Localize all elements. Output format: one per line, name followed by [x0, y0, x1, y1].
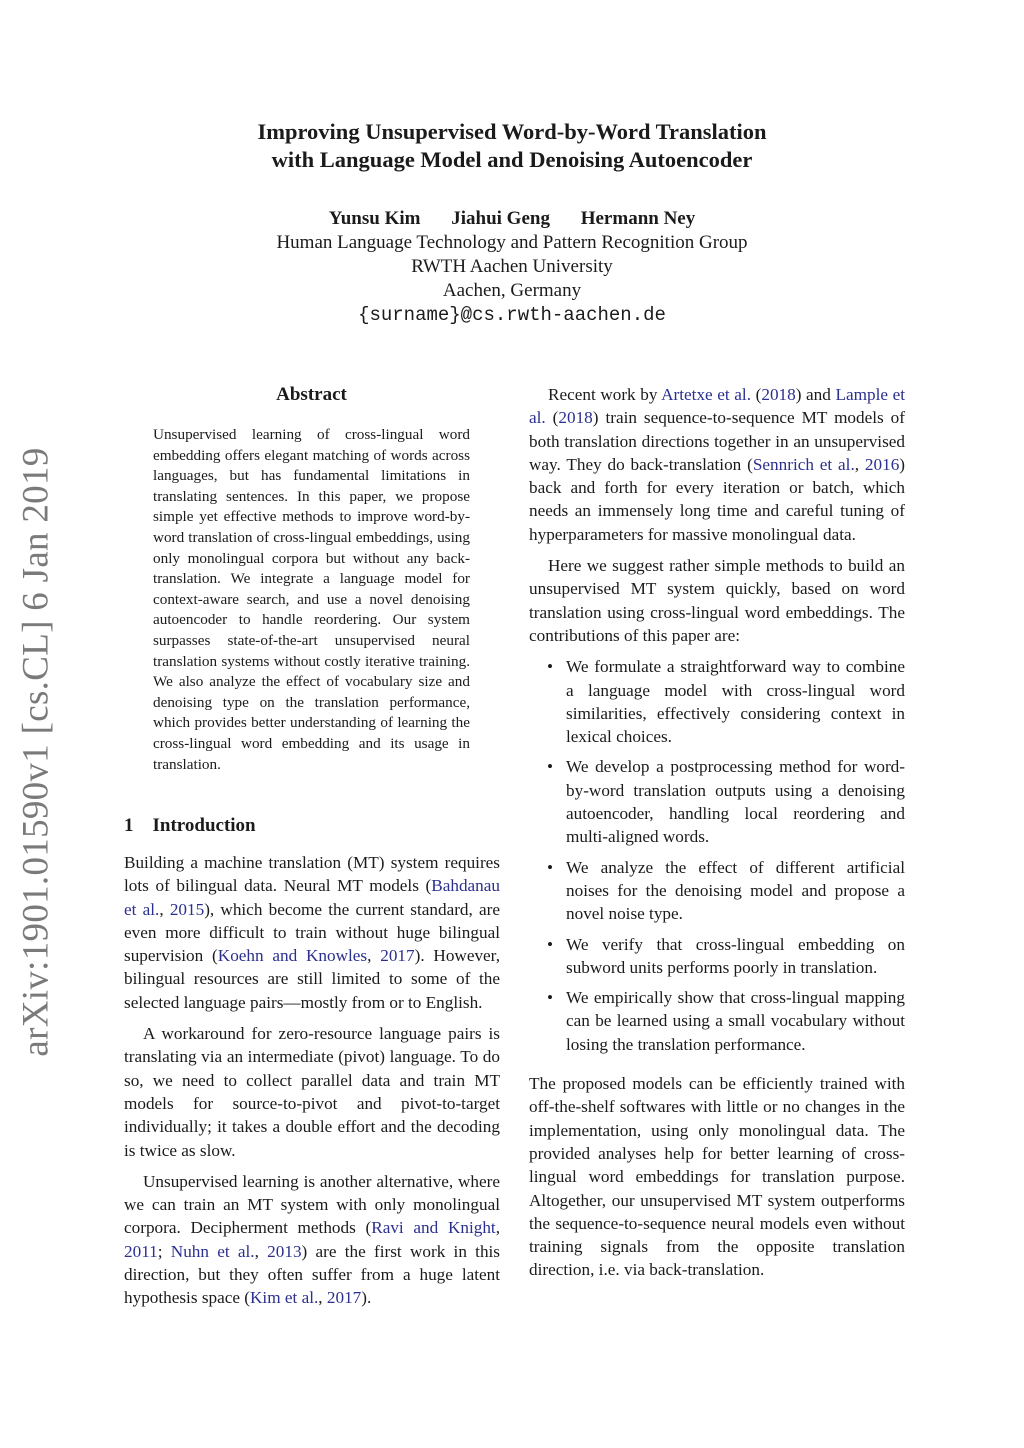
- citation-separator: ,: [854, 454, 865, 474]
- section-number: 1: [124, 815, 134, 836]
- abstract-heading: Abstract: [276, 384, 347, 405]
- citation-authors: Kim et al.: [250, 1288, 319, 1308]
- text-run: ), which become the current standard, are even more difficult to train without huge bilingual supervision (: [124, 899, 501, 966]
- text-run: ) back and forth for every iteration or batch, which needs an immensely long time and careful tuning of hyperparameters for massive monolingual data.: [529, 454, 906, 544]
- author-name: Hermann Ney: [580, 208, 696, 229]
- right-paragraph-3: The proposed models can be efficiently trained with off-the-shelf softwares with little or no changes in the implementation, using only monolingual data. The provided analyses help for better learning of cross-lingual word embeddings for translation purpose. Altogether, our unsupervised MT system outperforms the sequence-to-sequence neural models even without training signals from the opposite translation direction, i.e. via back-translation.: [529, 1074, 905, 1280]
- citation-authors: Nuhn et al.: [170, 1241, 255, 1261]
- affiliation-location: Aachen, Germany: [442, 280, 582, 301]
- text-run: ). However, bilingual resources are still limited to some of the selected language pairs—mostly from or to English.: [124, 946, 501, 1012]
- list-item-text: We develop a postprocessing method for word-by-word translation outputs using a denoising autoencoder, handling local reordering and multi-aligned words.: [566, 757, 905, 847]
- citation-year: 2011: [124, 1241, 158, 1261]
- section-title: Introduction: [152, 815, 256, 836]
- list-item: [529, 755, 905, 848]
- right-column-text: [529, 383, 905, 1290]
- citation-separator: ,: [254, 1241, 268, 1261]
- list-item: [529, 986, 905, 1056]
- affiliation-university: RWTH Aachen University: [411, 256, 613, 277]
- citation-year: 2017: [326, 1288, 362, 1308]
- citation-authors: Koehn and Knowles: [217, 946, 368, 966]
- citation-year-link[interactable]: 2018: [761, 385, 796, 404]
- citation-link[interactable]: [218, 946, 415, 965]
- abstract-body: Unsupervised learning of cross-lingual word embedding offers elegant matching of words across languages, but has fundamental limitations in translating sentences. In this paper, we propose simple yet effective methods to improve word-by-word translation of cross-lingual embeddings, using only monolingual corpora but without any back-translation. We integrate a language model for context-aware search, and use a novel denoising autoencoder to handle reordering. Our system surpasses state-of-the-art unsupervised neural translation systems without costly iterative training. We also analyze the effect of vocabulary size and denoising type on the translation performance, which provides better understanding of learning the cross-lingual word embedding and its usage in translation.: [153, 426, 470, 773]
- author-list: [0, 208, 1024, 230]
- list-item-text: We verify that cross-lingual embedding on subword units performs poorly in translation.: [566, 934, 905, 977]
- citation-authors: Sennrich et al.: [752, 454, 855, 474]
- author-email: {surname}@cs.rwth-aachen.de: [358, 304, 666, 326]
- bullet-icon: •: [547, 757, 554, 777]
- author-name: Jiahui Geng: [451, 208, 550, 229]
- citation-separator: ,: [367, 946, 381, 966]
- citation-year: 2017: [380, 946, 415, 966]
- right-paragraph-1: [529, 383, 905, 546]
- intro-paragraph-2: A workaround for zero-resource language pairs is translating via an intermediate (pivot) language. To do so, we need to collect parallel data and train MT models for source-to-pivot and pivot-to-target individually; it takes a double effort and the decoding is twice as slow.: [124, 1024, 500, 1160]
- citation-link[interactable]: [753, 455, 899, 474]
- contributions-list: [529, 655, 905, 1056]
- text-run: Building a machine translation (MT) system requires lots of bilingual data. Neural MT models (: [124, 853, 500, 896]
- intro-paragraph-1: [124, 851, 500, 1014]
- title-line-2: with Language Model and Denoising Autoencoder: [271, 147, 753, 172]
- citation-year: 2013: [267, 1241, 302, 1261]
- left-column-text: [124, 851, 500, 1318]
- citation-link[interactable]: [661, 385, 751, 404]
- list-item: [529, 655, 905, 748]
- citation-year: 2016: [864, 454, 900, 474]
- citation-separator: (: [751, 385, 762, 404]
- title-line-1: Improving Unsupervised Word-by-Word Translation: [257, 119, 767, 144]
- paper-title: [0, 118, 1024, 174]
- list-item: [529, 856, 905, 926]
- citation-separator: ,: [495, 1218, 500, 1238]
- bullet-icon: •: [547, 934, 554, 954]
- list-item-text: We formulate a straightforward way to combine a language model with cross-lingual word similarities, effectively considering context in lexical choices.: [566, 657, 905, 747]
- citation-separator: ;: [157, 1241, 171, 1261]
- bullet-icon: •: [547, 857, 554, 877]
- bullet-icon: •: [547, 988, 554, 1008]
- citation-separator: ,: [318, 1288, 327, 1308]
- affiliation-group: Human Language Technology and Pattern Recognition Group: [276, 232, 748, 253]
- text-run: ) and: [795, 385, 836, 404]
- citation-authors: Bahdanau et al.: [124, 876, 500, 919]
- bullet-icon: •: [547, 657, 554, 677]
- affiliation-email-line: [0, 304, 1024, 326]
- list-item-text: We empirically show that cross-lingual mapping can be learned using a small vocabulary without losing the translation performance.: [566, 988, 905, 1054]
- text-run: ) train sequence-to-sequence MT models of both translation directions together in an unsupervised way. They do back-translation (: [529, 408, 905, 474]
- citation-link[interactable]: [250, 1288, 361, 1307]
- text-run: Unsupervised learning is another alternative, where we can train an MT system with only monolingual corpora. Decipherment methods (: [124, 1171, 500, 1238]
- list-item-text: We analyze the effect of different artificial noises for the denoising model and propose a novel noise type.: [566, 857, 905, 924]
- text-run: ) are the first work in this direction, but they often suffer from a huge latent hypothesis space (: [124, 1241, 500, 1308]
- author-name: Yunsu Kim: [328, 208, 421, 229]
- text-run: ).: [361, 1288, 372, 1308]
- list-item: [529, 933, 905, 980]
- text-run: Recent work by: [548, 385, 662, 404]
- citation-year: 2015: [169, 899, 205, 919]
- citation-authors: Lample et al.: [529, 385, 905, 428]
- citation-authors: Artetxe et al.: [661, 385, 751, 404]
- right-paragraph-2: Here we suggest rather simple methods to build an unsupervised MT system quickly, based on word translation using cross-lingual word embeddings. The contributions of this paper are:: [529, 556, 905, 645]
- citation-link[interactable]: [171, 1242, 302, 1261]
- section-heading-introduction: [124, 815, 256, 837]
- arxiv-stamp: arXiv:1901.01590v1 [cs.CL] 6 Jan 2019: [15, 447, 57, 1057]
- citation-separator: (: [545, 408, 559, 428]
- citation-separator: ,: [159, 899, 170, 919]
- citation-year-link[interactable]: 2018: [558, 408, 593, 428]
- intro-paragraph-3: [124, 1170, 500, 1310]
- citation-authors: Ravi and Knight: [371, 1218, 496, 1238]
